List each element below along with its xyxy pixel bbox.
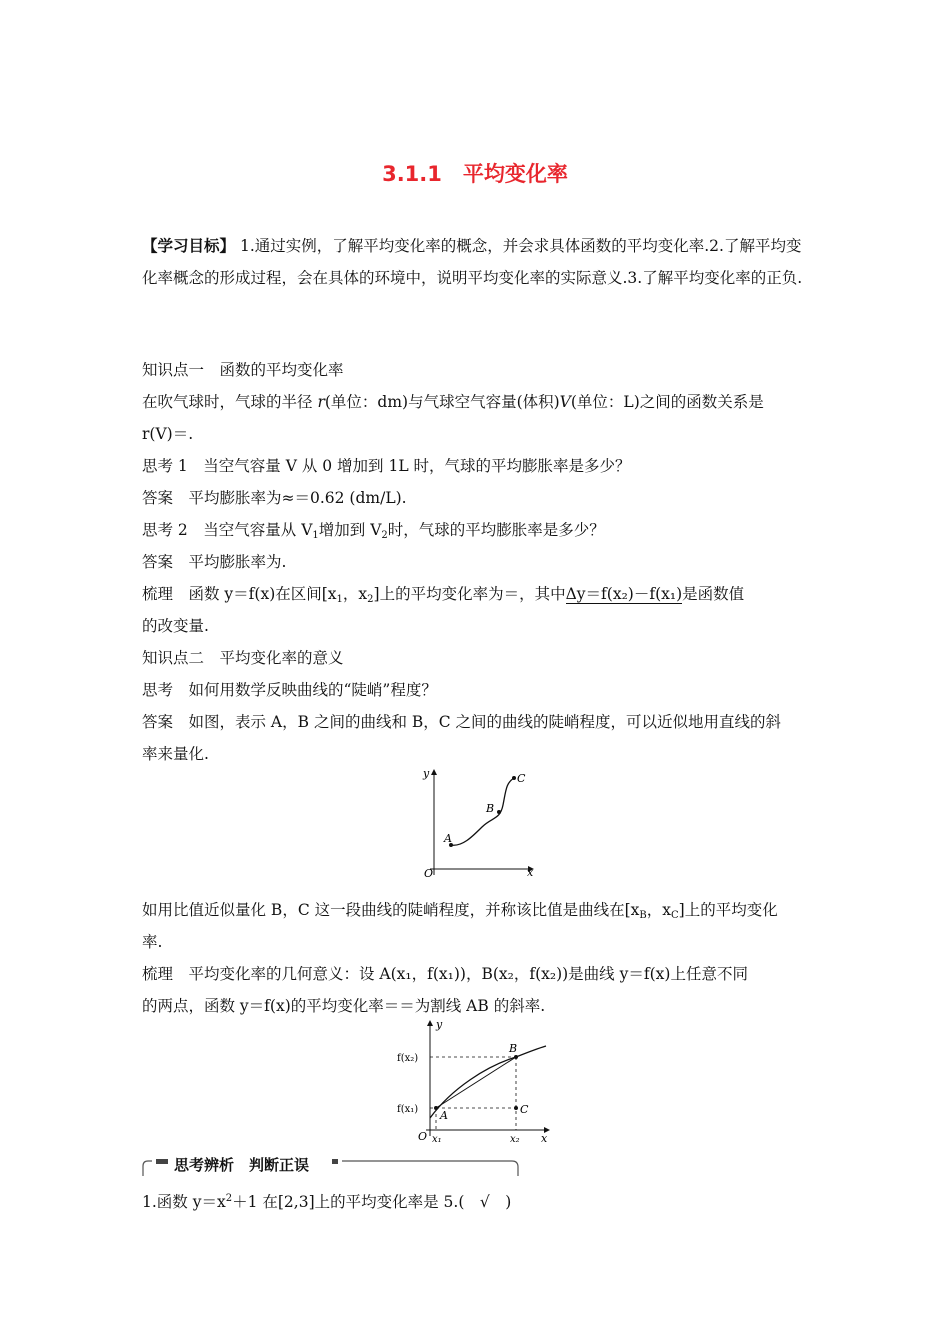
fig2-label-c: C xyxy=(520,1103,529,1116)
exercise-1: 1.函数 $y=x^2+1$ 在[2,3]上的平均变化率是 5.( √ ) xyxy=(142,1193,512,1211)
kp2-summary-cont: 的两点，函数 y＝f(x)的平均变化率＝＝为割线 AB 的斜率. xyxy=(142,997,546,1015)
kp2-after-figure: 如用比值近似量化 B，C 这一段曲线的陡峭程度，并称该比值是曲线在[$x_B$，$x_C$]上的平均变化 xyxy=(142,901,778,921)
kp2-summary: 梳理 平均变化率的几何意义：设 A(x₁，f(x₁))，B(x₂，f(x₂))是曲线 y＝f(x)上任意不同 xyxy=(142,965,748,983)
kp1-intro: 在吹气球时，气球的半径 r(单位：dm)与气球空气容量(体积)V(单位：L)之间的函数关系是 xyxy=(142,393,764,411)
fig2-y-label: y xyxy=(436,1018,443,1031)
summary-underlined-formula: Δy＝f(x₂)－f(x₁) xyxy=(565,585,683,603)
kp2-question: 思考 如何用数学反映曲线的“陡峭”程度？ xyxy=(142,681,437,699)
secant-figure xyxy=(392,1018,560,1146)
fig2-tick-x1: x₁ xyxy=(432,1134,442,1145)
kp1-answer-2: 答案 平均膨胀率为. xyxy=(142,553,287,571)
fig2-point-c xyxy=(514,1106,518,1110)
kp2-heading: 知识点二 平均变化率的意义 xyxy=(142,649,344,667)
fig1-x-label: x xyxy=(527,866,534,879)
fig1-point-b xyxy=(497,810,501,814)
fig2-label-b: B xyxy=(509,1042,518,1055)
page-title: 3.1.1 平均变化率 xyxy=(382,162,568,186)
fig2-tick-x2: x₂ xyxy=(510,1134,520,1145)
fig2-origin: O xyxy=(418,1130,428,1143)
objectives-text: 1.通过实例，了解平均变化率的概念，并会求具体函数的平均变化率.2.了解平均变化率概念的形成过程，会在具体的环境中，说明平均变化率的实际意义.3.了解平均变化率的正负. xyxy=(142,237,803,287)
section-banner xyxy=(142,1152,520,1178)
learning-objectives xyxy=(142,230,812,294)
kp1-question-2: 思考 2 当空气容量从 $V_1$增加到 $V_2$时，气球的平均膨胀率是多少？ xyxy=(142,521,605,541)
fig2-label-a: A xyxy=(440,1109,448,1122)
fig1-point-c xyxy=(512,776,516,780)
kp2-answer: 答案 如图，表示 A，B 之间的曲线和 B，C 之间的曲线的陡峭程度，可以近似地用直线的斜 xyxy=(142,713,782,731)
fig1-origin: O xyxy=(424,867,434,880)
kp1-heading: 知识点一 函数的平均变化率 xyxy=(142,361,344,379)
kp2-answer-cont: 率来量化. xyxy=(142,745,209,763)
fig1-label-c: C xyxy=(517,772,526,785)
fig2-tick-fx1: f(x₁) xyxy=(397,1104,419,1115)
fig1-y-label: y xyxy=(423,767,430,780)
fig1-label-b: B xyxy=(486,802,495,815)
fig2-x-label: x xyxy=(541,1132,548,1145)
fig1-label-a: A xyxy=(444,832,452,845)
kp1-summary: 梳理 函数 y＝f(x)在区间[$x_1$，$x_2$]上的平均变化率为＝，其中Δy＝f(x₂)－f(x₁)是函数值 xyxy=(142,585,745,605)
kp1-answer-1: 答案 平均膨胀率为≈＝0.62 (dm/L). xyxy=(142,489,407,507)
fig2-tick-fx2: f(x₂) xyxy=(397,1053,419,1064)
objectives-label: 【学习目标】 xyxy=(142,237,236,255)
kp1-intro-formula: r(V)＝. xyxy=(142,425,194,443)
banner-label: 思考辨析 判断正误 xyxy=(174,1156,310,1174)
fig2-point-a xyxy=(434,1106,438,1110)
curve-figure xyxy=(410,765,540,880)
kp1-question-1: 思考 1 当空气容量 V 从 0 增加到 1L 时，气球的平均膨胀率是多少？ xyxy=(142,457,631,475)
kp1-summary-cont: 的改变量. xyxy=(142,617,209,635)
fig2-point-b xyxy=(514,1055,518,1059)
kp2-after-figure-cont: 率. xyxy=(142,933,163,951)
